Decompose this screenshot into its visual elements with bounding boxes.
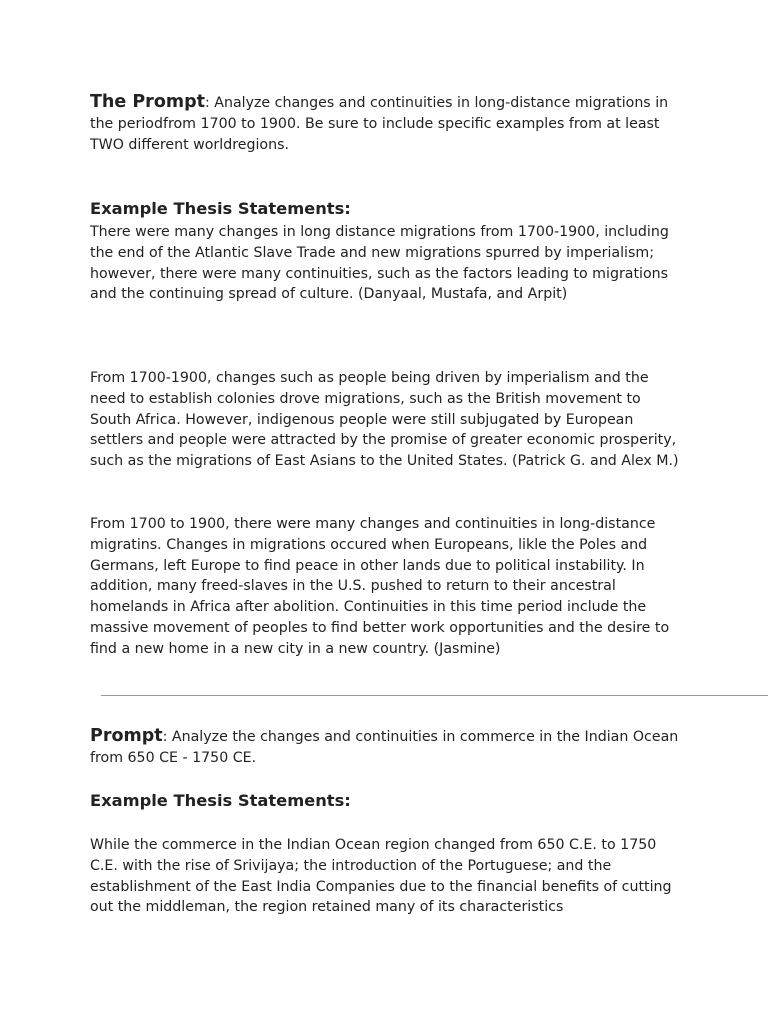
prompt-2-text: : Analyze the changes and continuities in commerce in the Indian Ocean from 650 CE - 1750 CE.	[90, 729, 679, 766]
prompt-2-label: Prompt	[90, 726, 163, 746]
prompt-1-label: The Prompt	[90, 92, 205, 112]
thesis-paragraph-1: There were many changes in long distance migrations from 1700-1900, including the end of the Atlantic Slave Trade and new migrations spurred by imperialism; however, there were many continuities, such as the factors leading to migrations and the continuing spread of culture. (Danyaal, Mustafa, and Arpit)	[90, 224, 669, 303]
thesis-paragraph-4: While the commerce in the Indian Ocean region changed from 650 C.E. to 1750 C.E. with the rise of Srivijaya; the introduction of the Portuguese; and the establishment of the East India Companies due to the financial benefits of cutting out the middleman, the region retained many of its characteristics	[90, 837, 672, 916]
thesis-heading-2: Example Thesis Statements:	[90, 791, 351, 810]
section-divider	[101, 695, 768, 696]
prompt-2-paragraph	[90, 726, 680, 769]
prompt-1-paragraph	[90, 92, 680, 155]
thesis-paragraph-2: From 1700-1900, changes such as people being driven by imperialism and the need to establish colonies drove migrations, such as the British movement to South Africa. However, indigenous people were still subjugated by European settlers and people were attracted by the promise of greater economic prosperity, such as the migrations of East Asians to the United States. (Patrick G. and Alex M.)	[90, 370, 679, 470]
prompt-1-text: : Analyze changes and continuities in long-distance migrations in the periodfrom 1700 to 1900. Be sure to include specific examples from at least TWO different worldregions.	[90, 95, 669, 153]
thesis-heading-1: Example Thesis Statements:	[90, 199, 351, 218]
thesis-paragraph-3: From 1700 to 1900, there were many changes and continuities in long-distance migratins. Changes in migrations occured when Europeans, likle the Poles and Germans, left Europe to find peace in other lands due to political instability. In addition, many freed-slaves in the U.S. pushed to return to their ancestral homelands in Africa after abolition. Continuities in this time period include the massive movement of peoples to find better work opportunities and the desire to find a new home in a new city in a new country. (Jasmine)	[90, 516, 670, 657]
